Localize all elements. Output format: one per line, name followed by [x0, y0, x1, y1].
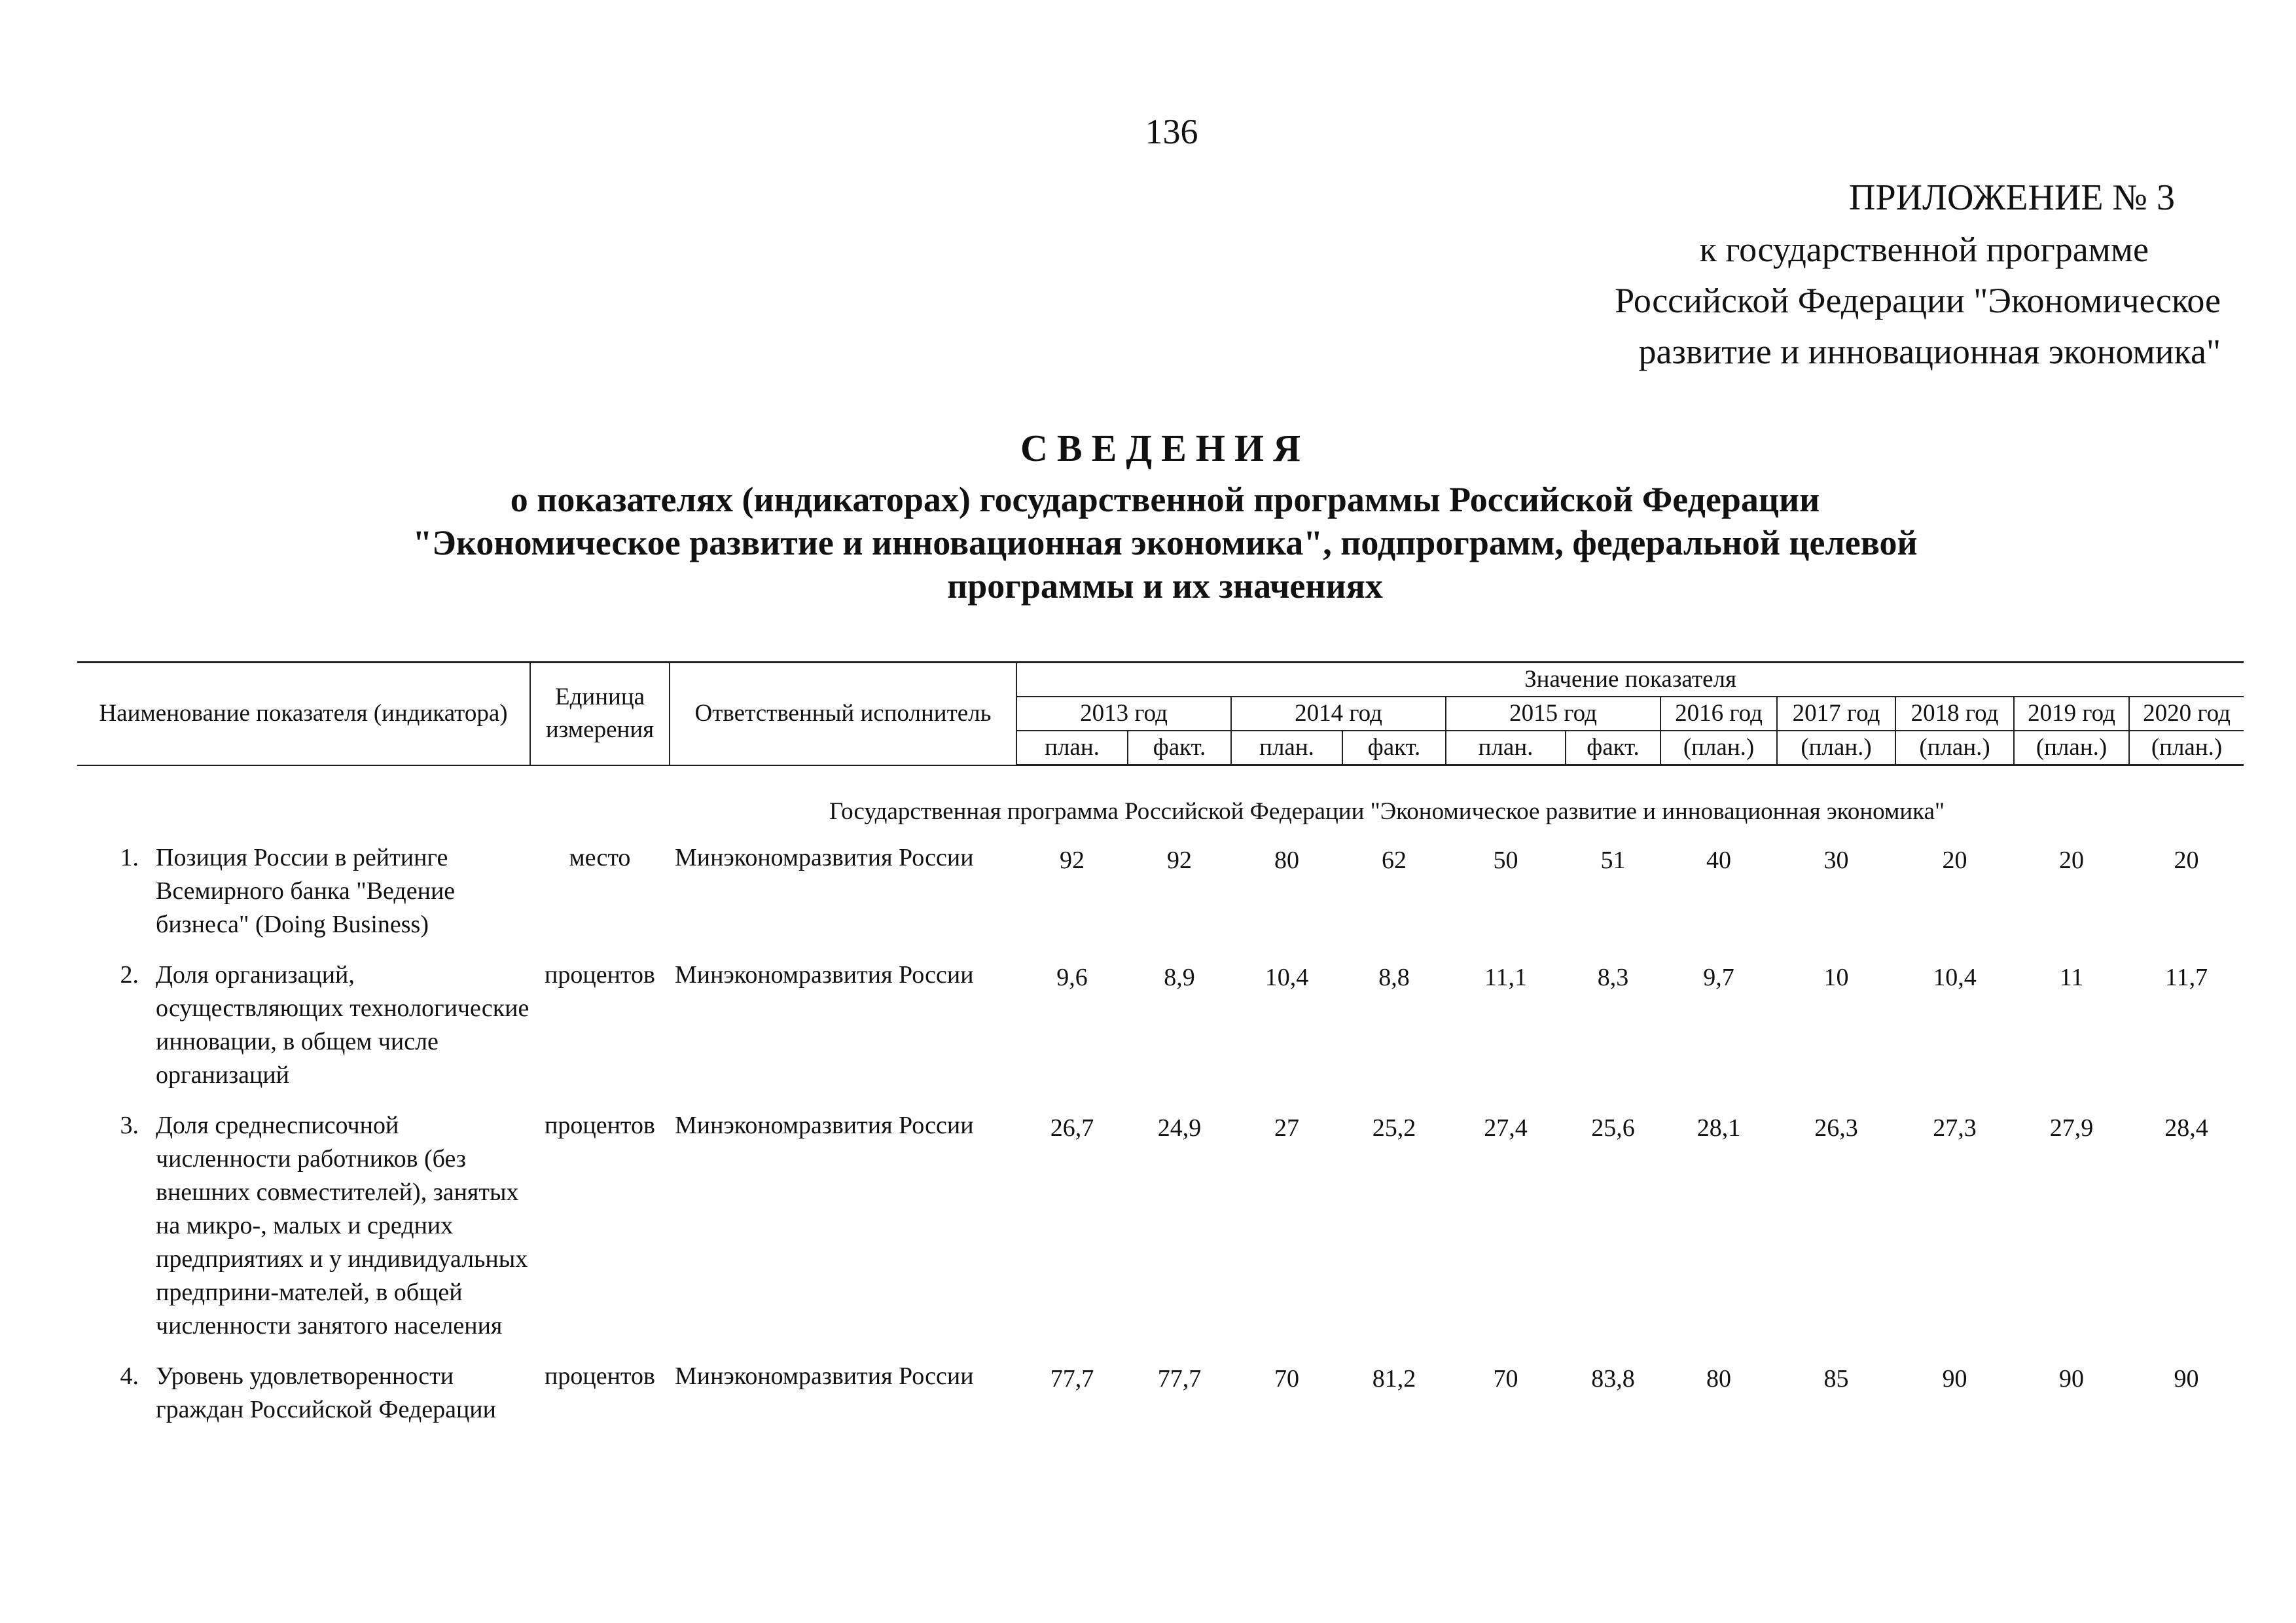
value-2020-plan: 11,7 [2164, 964, 2208, 991]
page-number: 136 [1145, 112, 1198, 151]
value-2015-fact: 8,3 [1597, 964, 1629, 991]
value-2014-fact: 81,2 [1372, 1365, 1416, 1393]
value-2015-plan: 11,1 [1484, 964, 1528, 991]
header-plan-2014: план. [1231, 731, 1342, 765]
value-2016-plan: 9,7 [1703, 964, 1734, 991]
responsible-cell: Минэкономразвития России [675, 844, 974, 871]
document-heading [131, 419, 2199, 608]
value-2019-plan: 20 [2059, 847, 2085, 874]
row-number: 2. [120, 961, 139, 989]
appendix-line-3: развитие и инновационная экономика" [1638, 332, 2221, 371]
header-year-2017: 2017 год [1777, 697, 1895, 731]
document-subtitle-1: о показателях (индикаторах) государственной программы Российской Федерации [510, 480, 1820, 519]
appendix-line-1: к государственной программе [1699, 230, 2149, 269]
header-year-2015: 2015 год [1446, 697, 1660, 731]
responsible-cell: Минэкономразвития России [675, 1362, 974, 1390]
value-2017-plan: 30 [1823, 847, 1849, 874]
table-row [77, 1360, 2244, 1444]
appendix-title: ПРИЛОЖЕНИЕ № 3 [1849, 177, 2175, 218]
document-subtitle-3: программы и их значениях [947, 566, 1383, 606]
appendix-line-2: Российской Федерации "Экономическое [1615, 281, 2221, 320]
indicator-name: Доля среднесписочной численности работников (без внешних совместителей), занятых на микро-, малых и средних предприятиях и у индивидуальных предприни-мателей, в общей численности занятого населения [156, 1112, 528, 1340]
value-2015-plan: 50 [1493, 847, 1518, 874]
unit-cell: процентов [545, 1362, 655, 1390]
value-2017-plan: 10 [1823, 964, 1849, 991]
value-2020-plan: 90 [2174, 1365, 2199, 1393]
unit-cell: место [569, 844, 631, 871]
value-2018-plan: 20 [1942, 847, 1967, 874]
header-plan-2016: (план.) [1660, 731, 1777, 765]
value-2015-plan: 70 [1493, 1365, 1518, 1393]
value-2017-plan: 26,3 [1814, 1114, 1858, 1142]
document-title: СВЕДЕНИЯ [1020, 427, 1310, 469]
value-2019-plan: 27,9 [2049, 1114, 2094, 1142]
unit-cell: процентов [545, 1112, 655, 1139]
header-fact-2014: факт. [1342, 731, 1446, 765]
indicator-name: Позиция России в рейтинге Всемирного банка "Ведение бизнеса" (Doing Business) [156, 844, 456, 938]
unit-cell: процентов [545, 961, 655, 989]
section-row [77, 765, 2244, 842]
appendix-block [1615, 172, 2221, 377]
header-responsible: Ответственный исполнитель [670, 663, 1016, 765]
section-title: Государственная программа Российской Федерации "Экономическое развитие и инновационная экономика" [829, 798, 1945, 825]
header-plan-2013: план. [1016, 731, 1128, 765]
indicator-name: Доля организаций, осуществляющих технологические инновации, в общем числе организаций [156, 961, 529, 1089]
document-subtitle-2: "Экономическое развитие и инновационная экономика", подпрограмм, федеральной целевой [412, 523, 1918, 562]
value-2013-fact: 77,7 [1157, 1365, 1202, 1393]
header-fact-2015: факт. [1566, 731, 1660, 765]
value-2018-plan: 10,4 [1933, 964, 1977, 991]
header-plan-2019: (план.) [2014, 731, 2129, 765]
value-2014-plan: 27 [1274, 1114, 1300, 1142]
value-2015-fact: 83,8 [1591, 1365, 1635, 1393]
value-2013-plan: 26,7 [1050, 1114, 1094, 1142]
value-2016-plan: 80 [1706, 1365, 1732, 1393]
value-2014-plan: 80 [1274, 847, 1300, 874]
row-number: 3. [120, 1112, 139, 1139]
header-plan-2018: (план.) [1895, 731, 2014, 765]
table-row [77, 958, 2244, 1109]
value-2015-fact: 25,6 [1591, 1114, 1635, 1142]
table-row [77, 1109, 2244, 1360]
value-2014-fact: 8,8 [1378, 964, 1410, 991]
value-2020-plan: 20 [2174, 847, 2199, 874]
value-2016-plan: 28,1 [1696, 1114, 1741, 1142]
row-number: 1. [120, 844, 139, 871]
value-2013-fact: 8,9 [1164, 964, 1195, 991]
value-2014-fact: 62 [1382, 847, 1407, 874]
row-number: 4. [120, 1362, 139, 1390]
header-year-2014: 2014 год [1231, 697, 1446, 731]
indicators-table [77, 661, 2244, 1444]
value-2013-plan: 92 [1060, 847, 1085, 874]
responsible-cell: Минэкономразвития России [675, 1112, 974, 1139]
header-unit: Единица измерения [530, 663, 670, 765]
header-year-2013: 2013 год [1016, 697, 1231, 731]
header-value-group: Значение показателя [1016, 663, 2244, 697]
value-2019-plan: 11 [2059, 964, 2084, 991]
value-2013-fact: 92 [1167, 847, 1193, 874]
value-2013-plan: 9,6 [1056, 964, 1088, 991]
value-2014-plan: 10,4 [1265, 964, 1309, 991]
value-2020-plan: 28,4 [2164, 1114, 2208, 1142]
header-indicator-name: Наименование показателя (индикатора) [77, 663, 530, 765]
header-year-2020: 2020 год [2129, 697, 2244, 731]
header-plan-2015: план. [1446, 731, 1566, 765]
value-2018-plan: 90 [1942, 1365, 1967, 1393]
indicator-name: Уровень удовлетворенности граждан Российской Федерации [156, 1362, 496, 1423]
responsible-cell: Минэкономразвития России [675, 961, 974, 989]
table-row [77, 841, 2244, 958]
value-2015-fact: 51 [1600, 847, 1626, 874]
value-2018-plan: 27,3 [1933, 1114, 1977, 1142]
value-2013-plan: 77,7 [1050, 1365, 1094, 1393]
value-2016-plan: 40 [1706, 847, 1732, 874]
header-year-2016: 2016 год [1660, 697, 1777, 731]
value-2015-plan: 27,4 [1484, 1114, 1528, 1142]
header-plan-2017: (план.) [1777, 731, 1895, 765]
value-2014-plan: 70 [1274, 1365, 1300, 1393]
header-year-2018: 2018 год [1895, 697, 2014, 731]
value-2014-fact: 25,2 [1372, 1114, 1416, 1142]
header-year-2019: 2019 год [2014, 697, 2129, 731]
value-2019-plan: 90 [2059, 1365, 2085, 1393]
header-plan-2020: (план.) [2129, 731, 2244, 765]
value-2017-plan: 85 [1823, 1365, 1849, 1393]
value-2013-fact: 24,9 [1157, 1114, 1202, 1142]
header-fact-2013: факт. [1128, 731, 1231, 765]
